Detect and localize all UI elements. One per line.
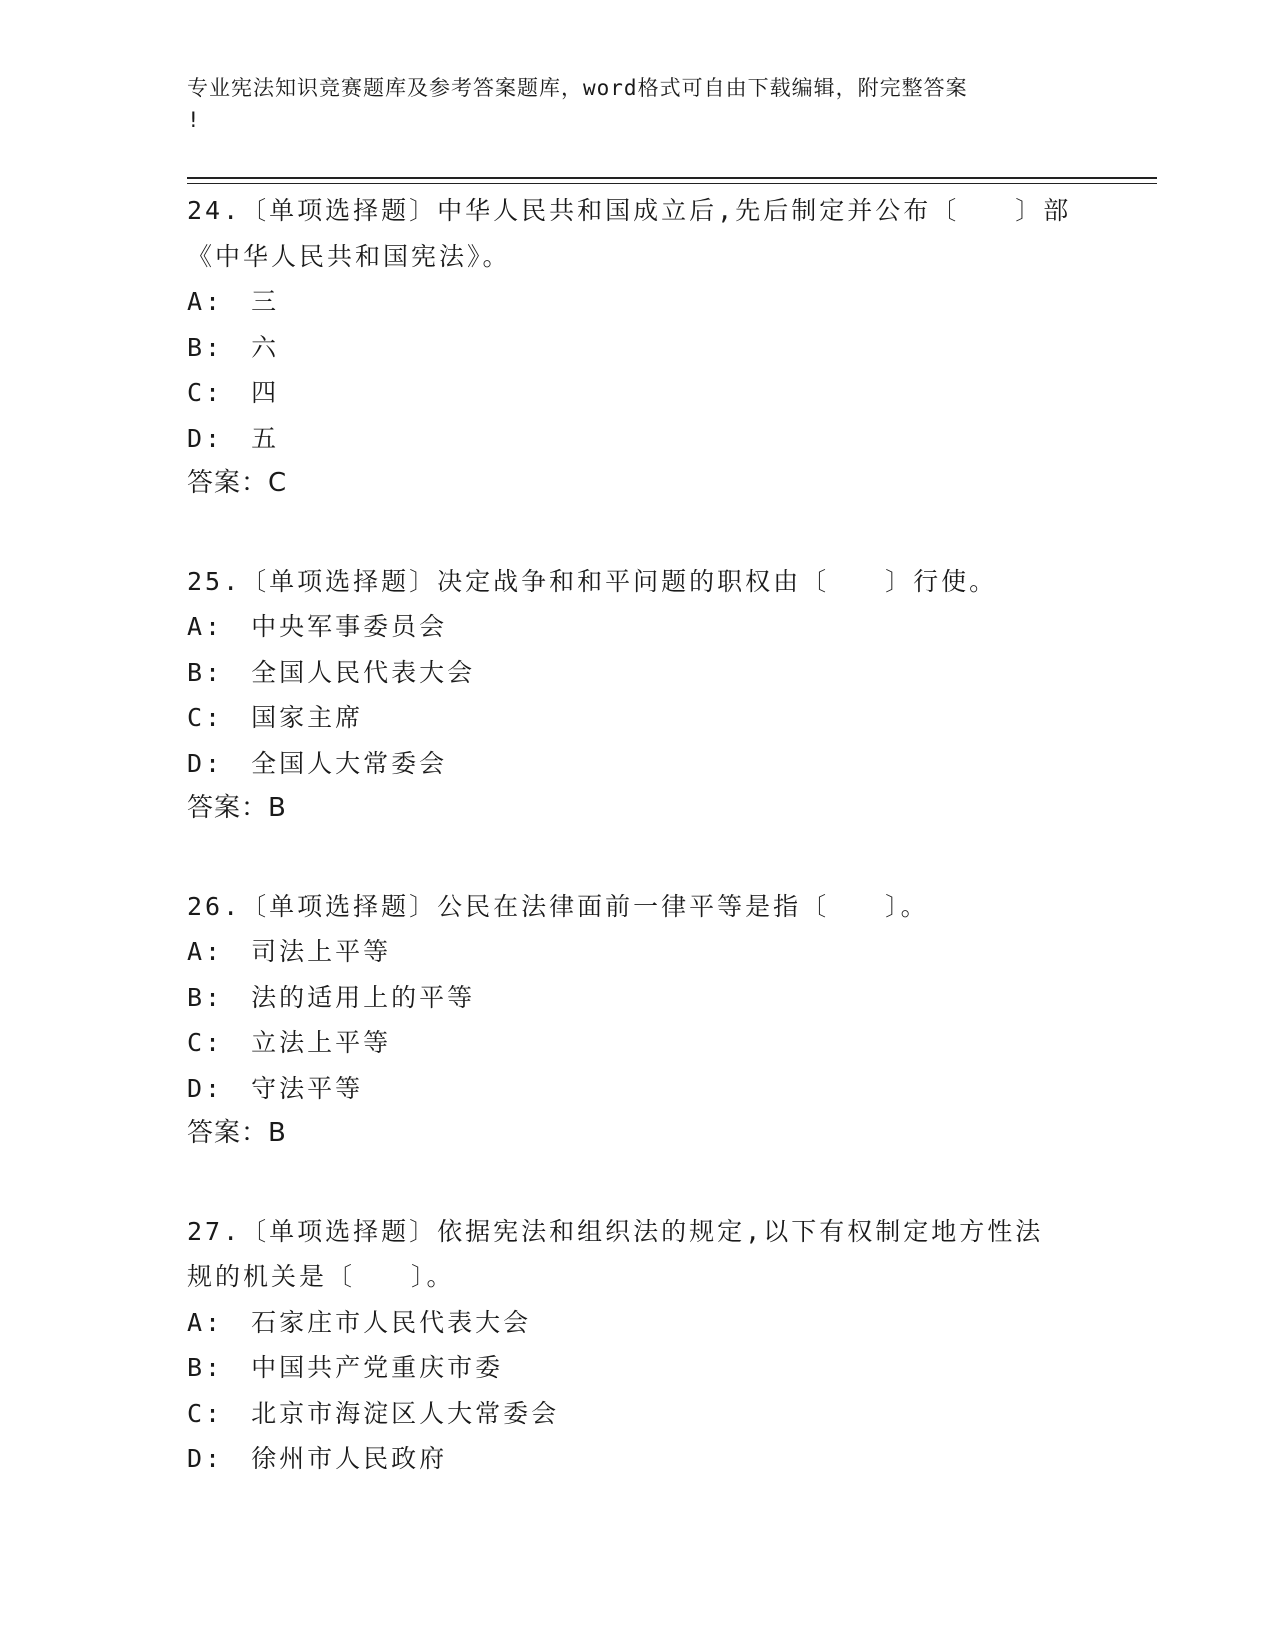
option-c: C: 国家主席 xyxy=(187,703,364,732)
header-divider-thin xyxy=(187,183,1157,184)
option-b: B: 法的适用上的平等 xyxy=(187,982,476,1012)
header-line-1: 专业宪法知识竞赛题库及参考答案题库，word格式可自由下载编辑，附完整答案 xyxy=(187,76,968,100)
option-d: D: 全国人大常委会 xyxy=(187,748,448,778)
question-27 xyxy=(187,1209,1087,1482)
question-stem-line: 《中华人民共和国宪法》。 xyxy=(187,241,511,271)
question-24 xyxy=(187,188,1087,507)
option-a: A: 石家庄市人民代表大会 xyxy=(187,1307,532,1337)
answer-label: 答案：B xyxy=(187,1118,287,1148)
question-25 xyxy=(187,559,1087,832)
option-c: C: 立法上平等 xyxy=(187,1028,392,1057)
question-26 xyxy=(187,884,1087,1157)
question-stem-line: 规的机关是〔 〕。 xyxy=(187,1262,455,1291)
header-line-2: ! xyxy=(187,108,201,132)
question-stem-line: 25.〔单项选择题〕决定战争和和平问题的职权由〔 〕行使。 xyxy=(187,566,998,596)
option-b: B: 全国人民代表大会 xyxy=(187,657,476,687)
answer-label: 答案：B xyxy=(187,793,287,823)
answer-label: 答案：C xyxy=(187,468,288,498)
option-a: A: 三 xyxy=(187,287,280,316)
option-a: A: 中央军事委员会 xyxy=(187,612,448,641)
question-stem-line: 27.〔单项选择题〕依据宪法和组织法的规定,以下有权制定地方性法 xyxy=(187,1216,1044,1246)
document-header xyxy=(187,72,1087,136)
option-b: B: 中国共产党重庆市委 xyxy=(187,1353,504,1382)
option-a: A: 司法上平等 xyxy=(187,937,392,966)
option-d: D: 守法平等 xyxy=(187,1073,364,1103)
option-d: D: 徐州市人民政府 xyxy=(187,1444,448,1473)
option-c: C: 北京市海淀区人大常委会 xyxy=(187,1398,560,1428)
option-c: C: 四 xyxy=(187,378,280,407)
option-b: B: 六 xyxy=(187,332,280,362)
question-stem-line: 24.〔单项选择题〕中华人民共和国成立后,先后制定并公布〔 〕部 xyxy=(187,196,1072,225)
option-d: D: 五 xyxy=(187,423,280,453)
question-list xyxy=(187,188,1087,1534)
question-stem-line: 26.〔单项选择题〕公民在法律面前一律平等是指〔 〕。 xyxy=(187,891,929,921)
header-divider-thick xyxy=(187,177,1157,179)
